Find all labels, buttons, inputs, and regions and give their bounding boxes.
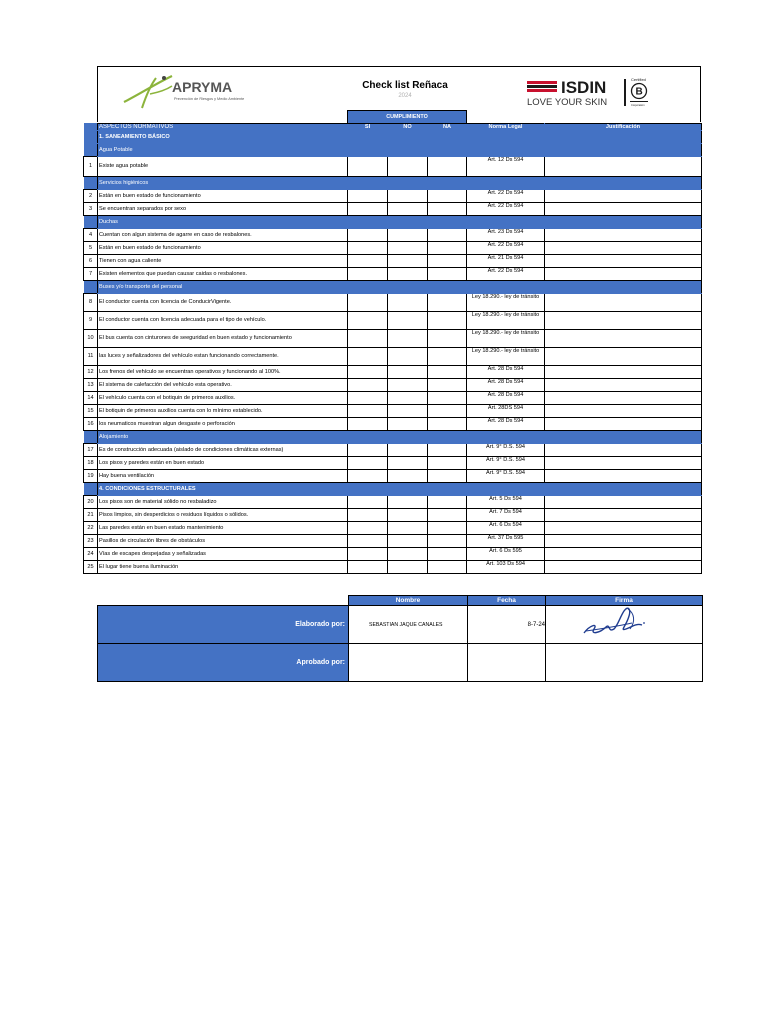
no-cell[interactable] xyxy=(388,329,428,347)
justificacion-cell[interactable] xyxy=(545,417,702,430)
checklist-item-row xyxy=(84,311,702,329)
na-cell[interactable] xyxy=(428,404,467,417)
subsection-label: Agua Potable xyxy=(98,143,348,156)
no-cell[interactable] xyxy=(388,293,428,311)
norma-legal-cell: Art. 22 Ds 594 xyxy=(467,267,545,280)
item-text: Están en buen estado de funcionamiento xyxy=(98,189,348,202)
justificacion-cell[interactable] xyxy=(545,404,702,417)
justificacion-cell[interactable] xyxy=(545,329,702,347)
norma-legal-cell: Art. 9° D.S. 594 xyxy=(467,469,545,482)
svg-text:B: B xyxy=(635,86,643,98)
si-cell[interactable] xyxy=(348,189,388,202)
svg-text:APRYMA: APRYMA xyxy=(172,79,233,95)
no-cell[interactable] xyxy=(388,495,428,508)
checklist-item-row xyxy=(84,202,702,215)
norma-legal-cell: Ley 18.290.- ley de tránsito xyxy=(467,311,545,329)
no-cell[interactable] xyxy=(388,391,428,404)
si-cell[interactable] xyxy=(348,443,388,456)
norma-legal-cell: Ley 18.290.- ley de tránsito xyxy=(467,347,545,365)
item-text: Están en buen estado de funcionamiento xyxy=(98,241,348,254)
checklist-item-row xyxy=(84,228,702,241)
si-cell[interactable] xyxy=(348,202,388,215)
checklist-item-row xyxy=(84,443,702,456)
si-cell[interactable] xyxy=(348,156,388,176)
si-cell[interactable] xyxy=(348,293,388,311)
si-cell[interactable] xyxy=(348,456,388,469)
norma-legal-cell: Art. 5 Ds 594 xyxy=(467,495,545,508)
no-cell[interactable] xyxy=(388,469,428,482)
justificacion-cell[interactable] xyxy=(545,560,702,573)
svg-text:Certified: Certified xyxy=(631,77,646,82)
aprobado-nombre[interactable] xyxy=(349,644,468,682)
subsection-header-row xyxy=(84,143,702,156)
justificacion-cell[interactable] xyxy=(545,347,702,365)
norma-legal-cell: Ley 18.290.- ley de tránsito xyxy=(467,293,545,311)
justificacion-cell[interactable] xyxy=(545,254,702,267)
firma-header: Firma xyxy=(546,596,703,606)
norma-legal-cell: Art. 22 Ds 594 xyxy=(467,202,545,215)
subsection-label: Servicios higiénicos xyxy=(98,176,348,189)
checklist-item-row xyxy=(84,495,702,508)
item-number: 23 xyxy=(84,534,98,547)
fecha-header: Fecha xyxy=(468,596,546,606)
no-cell[interactable] xyxy=(388,456,428,469)
si-cell[interactable] xyxy=(348,495,388,508)
year-label: 2024 xyxy=(398,93,412,99)
item-number: 5 xyxy=(84,241,98,254)
section-label: 4. CONDICIONES ESTRUCTURALES xyxy=(98,482,348,495)
elaborado-fecha[interactable]: 8-7-24 xyxy=(468,606,546,644)
elaborado-label: Elaborado por: xyxy=(98,606,349,644)
item-text: Es de construcción adecuada (aislado de condiciones climáticas externas) xyxy=(98,443,348,456)
no-cell[interactable] xyxy=(388,267,428,280)
justificacion-cell[interactable] xyxy=(545,391,702,404)
si-cell[interactable] xyxy=(348,521,388,534)
item-number: 22 xyxy=(84,521,98,534)
na-cell[interactable] xyxy=(428,378,467,391)
item-text: Vías de escapes despejadas y señalizadas xyxy=(98,547,348,560)
na-cell[interactable] xyxy=(428,391,467,404)
na-cell[interactable] xyxy=(428,456,467,469)
item-number: 15 xyxy=(84,404,98,417)
na-cell[interactable] xyxy=(428,534,467,547)
si-cell[interactable] xyxy=(348,254,388,267)
na-cell[interactable] xyxy=(428,293,467,311)
column-header-row xyxy=(84,123,702,130)
checklist-item-row xyxy=(84,508,702,521)
svg-text:Corporation: Corporation xyxy=(631,104,645,107)
item-text: Los pisos y paredes están en buen estado xyxy=(98,456,348,469)
norma-legal-cell: Art. 28 Ds 594 xyxy=(467,378,545,391)
subsection-label: Alojamiento xyxy=(98,430,348,443)
justificacion-cell[interactable] xyxy=(545,547,702,560)
item-text: Pisos limpios, sin desperdicios o residuos líquidos o sólidos. xyxy=(98,508,348,521)
checklist-item-row xyxy=(84,417,702,430)
justificacion-cell[interactable] xyxy=(545,443,702,456)
item-text: Hay buena ventilación xyxy=(98,469,348,482)
checklist-item-row xyxy=(84,254,702,267)
na-cell[interactable] xyxy=(428,311,467,329)
item-number: 18 xyxy=(84,456,98,469)
page-title: Check list Reñaca xyxy=(362,80,448,91)
no-cell[interactable] xyxy=(388,560,428,573)
justificacion-cell[interactable] xyxy=(545,456,702,469)
justificacion-cell[interactable] xyxy=(545,521,702,534)
na-cell[interactable] xyxy=(428,202,467,215)
aprobado-fecha[interactable] xyxy=(468,644,546,682)
na-cell[interactable] xyxy=(428,228,467,241)
no-cell[interactable] xyxy=(388,254,428,267)
item-number: 19 xyxy=(84,469,98,482)
na-cell[interactable] xyxy=(428,267,467,280)
item-text: Se encuentran separados por sexo xyxy=(98,202,348,215)
checklist-item-row xyxy=(84,267,702,280)
na-cell[interactable] xyxy=(428,156,467,176)
norma-legal-cell: Art. 7 Ds 594 xyxy=(467,508,545,521)
na-cell[interactable] xyxy=(428,560,467,573)
norma-legal-cell: Ley 18.290.- ley de tránsito xyxy=(467,329,545,347)
na-cell[interactable] xyxy=(428,547,467,560)
no-cell[interactable] xyxy=(388,547,428,560)
si-cell[interactable] xyxy=(348,267,388,280)
no-cell[interactable] xyxy=(388,378,428,391)
item-text: El vehículo cuenta con el botiquin de primeros auxilios. xyxy=(98,391,348,404)
si-cell[interactable] xyxy=(348,508,388,521)
checklist-item-row xyxy=(84,469,702,482)
no-cell[interactable] xyxy=(388,365,428,378)
checklist-item-row xyxy=(84,293,702,311)
si-cell[interactable] xyxy=(348,241,388,254)
item-text: Existe agua potable xyxy=(98,156,348,176)
checklist-item-row xyxy=(84,329,702,347)
aprobado-firma[interactable] xyxy=(546,644,703,682)
justificacion-cell[interactable] xyxy=(545,495,702,508)
checklist-item-row xyxy=(84,156,702,176)
item-number: 20 xyxy=(84,495,98,508)
item-number: 17 xyxy=(84,443,98,456)
item-number: 4 xyxy=(84,228,98,241)
item-number: 8 xyxy=(84,293,98,311)
item-number: 24 xyxy=(84,547,98,560)
no-cell[interactable] xyxy=(388,156,428,176)
no-cell[interactable] xyxy=(388,347,428,365)
section-label: 1. SANEAMIENTO BÁSICO xyxy=(98,130,348,143)
item-number: 11 xyxy=(84,347,98,365)
na-cell[interactable] xyxy=(428,329,467,347)
checklist-item-row xyxy=(84,547,702,560)
item-number: 1 xyxy=(84,156,98,176)
si-cell[interactable] xyxy=(348,311,388,329)
item-number: 3 xyxy=(84,202,98,215)
na-cell[interactable] xyxy=(428,495,467,508)
checklist-item-row xyxy=(84,189,702,202)
checklist-item-row xyxy=(84,534,702,547)
item-text: Las paredes están en buen estado mantenimiento xyxy=(98,521,348,534)
aprobado-label: Aprobado por: xyxy=(98,644,349,682)
si-cell[interactable] xyxy=(348,378,388,391)
no-cell[interactable] xyxy=(388,404,428,417)
no-header: NO xyxy=(388,123,428,130)
na-cell[interactable] xyxy=(428,241,467,254)
item-text: El sistema de calefacción del vehículo esta operativo. xyxy=(98,378,348,391)
checklist-item-row xyxy=(84,241,702,254)
item-number: 10 xyxy=(84,329,98,347)
na-cell[interactable] xyxy=(428,189,467,202)
section-header-row xyxy=(84,482,702,495)
na-header: NA xyxy=(428,123,467,130)
checklist-item-row xyxy=(84,456,702,469)
subsection-label: Duchas xyxy=(98,215,348,228)
subsection-header-row xyxy=(84,430,702,443)
item-number: 21 xyxy=(84,508,98,521)
item-text: El lugar tiene buena iluminación xyxy=(98,560,348,573)
svg-text:Prevención de Riesgos y Medio: Prevención de Riesgos y Medio Ambiente xyxy=(174,97,245,101)
checklist-item-row xyxy=(84,378,702,391)
item-number: 25 xyxy=(84,560,98,573)
justificacion-cell[interactable] xyxy=(545,365,702,378)
item-text: Los frenos del vehículo se encuentran operativos y funcionando al 100%. xyxy=(98,365,348,378)
item-text: Pasillos de circulación libres de obstáculos xyxy=(98,534,348,547)
nombre-header: Nombre xyxy=(349,596,468,606)
na-cell[interactable] xyxy=(428,521,467,534)
norma-legal-cell: Art. 6 Ds 594 xyxy=(467,521,545,534)
no-cell[interactable] xyxy=(388,228,428,241)
subsection-header-row xyxy=(84,176,702,189)
na-cell[interactable] xyxy=(428,443,467,456)
justificacion-cell[interactable] xyxy=(545,241,702,254)
apryma-logo xyxy=(120,72,245,112)
justificacion-cell[interactable] xyxy=(545,378,702,391)
item-text: Tienen con agua caliente xyxy=(98,254,348,267)
na-cell[interactable] xyxy=(428,469,467,482)
norma-legal-cell: Art. 28 Ds 594 xyxy=(467,365,545,378)
checklist-item-row xyxy=(84,347,702,365)
item-text: Cuentan con algun sistema de agarre en caso de resbalones. xyxy=(98,228,348,241)
norma-legal-cell: Art. 22 Ds 594 xyxy=(467,241,545,254)
si-cell[interactable] xyxy=(348,560,388,573)
item-text: Los pisos son de material sólido no resbaladizo xyxy=(98,495,348,508)
justificacion-cell[interactable] xyxy=(545,189,702,202)
item-text: Existen elementos que puedan causar caidas o resbalones. xyxy=(98,267,348,280)
subsection-header-row xyxy=(84,280,702,293)
norma-legal-cell: Art. 28DS 594 xyxy=(467,404,545,417)
item-text: El botiquin de primeros auxilios cuenta con lo mínimo establecido. xyxy=(98,404,348,417)
norma-legal-cell: Art. 6 Ds 595 xyxy=(467,547,545,560)
item-number: 7 xyxy=(84,267,98,280)
item-number: 16 xyxy=(84,417,98,430)
norma-legal-cell: Art. 23 Ds 594 xyxy=(467,228,545,241)
item-number: 2 xyxy=(84,189,98,202)
checklist-table xyxy=(83,110,702,574)
section-header-row xyxy=(84,130,702,143)
no-cell[interactable] xyxy=(388,521,428,534)
justificacion-cell[interactable] xyxy=(545,202,702,215)
si-cell[interactable] xyxy=(348,329,388,347)
svg-text:LOVE YOUR SKIN: LOVE YOUR SKIN xyxy=(527,97,608,108)
justificacion-cell[interactable] xyxy=(545,508,702,521)
isdin-logo xyxy=(525,74,660,110)
cumplimiento-header: CUMPLIMIENTO xyxy=(348,111,467,124)
si-cell[interactable] xyxy=(348,547,388,560)
norma-legal-cell: Art. 103 Ds 594 xyxy=(467,560,545,573)
justificacion-cell[interactable] xyxy=(545,293,702,311)
subsection-header-row xyxy=(84,215,702,228)
svg-text:ISDIN: ISDIN xyxy=(561,78,607,97)
checklist-item-row xyxy=(84,391,702,404)
subsection-label: Buses y/o transporte del personal xyxy=(98,280,348,293)
elaborado-nombre[interactable]: SEBASTIAN JAQUE CANALES xyxy=(349,606,468,644)
item-number: 9 xyxy=(84,311,98,329)
norma-legal-cell: Art. 28 Ds 594 xyxy=(467,391,545,404)
no-cell[interactable] xyxy=(388,241,428,254)
si-cell[interactable] xyxy=(348,469,388,482)
norma-legal-cell: Art. 37 Ds 595 xyxy=(467,534,545,547)
si-cell[interactable] xyxy=(348,391,388,404)
item-text: los neumaticos muestran algun desgaste o perforación xyxy=(98,417,348,430)
si-cell[interactable] xyxy=(348,365,388,378)
si-cell[interactable] xyxy=(348,228,388,241)
na-cell[interactable] xyxy=(428,347,467,365)
handwritten-signature xyxy=(580,603,650,639)
no-cell[interactable] xyxy=(388,189,428,202)
si-header: SI xyxy=(348,123,388,130)
item-text: El bus cuenta con cinturones de seeguridad en buen estado y funcionamiento xyxy=(98,329,348,347)
na-cell[interactable] xyxy=(428,254,467,267)
norma-legal-cell: Art. 12 Ds 594 xyxy=(467,156,545,176)
norma-legal-cell: Art. 28 Ds 594 xyxy=(467,417,545,430)
checklist-item-row xyxy=(84,560,702,573)
si-cell[interactable] xyxy=(348,417,388,430)
item-text: El conductor cuenta con licencia de ConducirVigente. xyxy=(98,293,348,311)
checklist-item-row xyxy=(84,404,702,417)
justificacion-cell[interactable] xyxy=(545,534,702,547)
no-cell[interactable] xyxy=(388,202,428,215)
no-cell[interactable] xyxy=(388,534,428,547)
justificacion-cell[interactable] xyxy=(545,469,702,482)
item-number: 6 xyxy=(84,254,98,267)
no-cell[interactable] xyxy=(388,311,428,329)
norma-header: Norma Legal xyxy=(467,123,545,130)
aspectos-header: ASPECTOS NORMATIVOS xyxy=(98,123,348,130)
si-cell[interactable] xyxy=(348,347,388,365)
si-cell[interactable] xyxy=(348,534,388,547)
cumplimiento-header-row xyxy=(84,111,702,124)
aprobado-row xyxy=(98,644,703,682)
checklist-item-row xyxy=(84,521,702,534)
item-number: 12 xyxy=(84,365,98,378)
no-cell[interactable] xyxy=(388,417,428,430)
justificacion-cell[interactable] xyxy=(545,267,702,280)
no-cell[interactable] xyxy=(388,508,428,521)
justificacion-cell[interactable] xyxy=(545,228,702,241)
norma-legal-cell: Art. 21 Ds 594 xyxy=(467,254,545,267)
na-cell[interactable] xyxy=(428,365,467,378)
justificacion-header: Justificación xyxy=(545,123,702,130)
item-number: 14 xyxy=(84,391,98,404)
checklist-item-row xyxy=(84,365,702,378)
item-number: 13 xyxy=(84,378,98,391)
no-cell[interactable] xyxy=(388,443,428,456)
si-cell[interactable] xyxy=(348,404,388,417)
item-text: El conductor cuenta con licencia adecuada para el tipo de vehículo. xyxy=(98,311,348,329)
na-cell[interactable] xyxy=(428,508,467,521)
justificacion-cell[interactable] xyxy=(545,311,702,329)
justificacion-cell[interactable] xyxy=(545,156,702,176)
norma-legal-cell: Art. 22 Ds 594 xyxy=(467,189,545,202)
item-text: las luces y señalizadores del vehículo estan funcionando correctamente. xyxy=(98,347,348,365)
na-cell[interactable] xyxy=(428,417,467,430)
norma-legal-cell: Art. 9° D.S. 594 xyxy=(467,443,545,456)
norma-legal-cell: Art. 9° D.S. 594 xyxy=(467,456,545,469)
